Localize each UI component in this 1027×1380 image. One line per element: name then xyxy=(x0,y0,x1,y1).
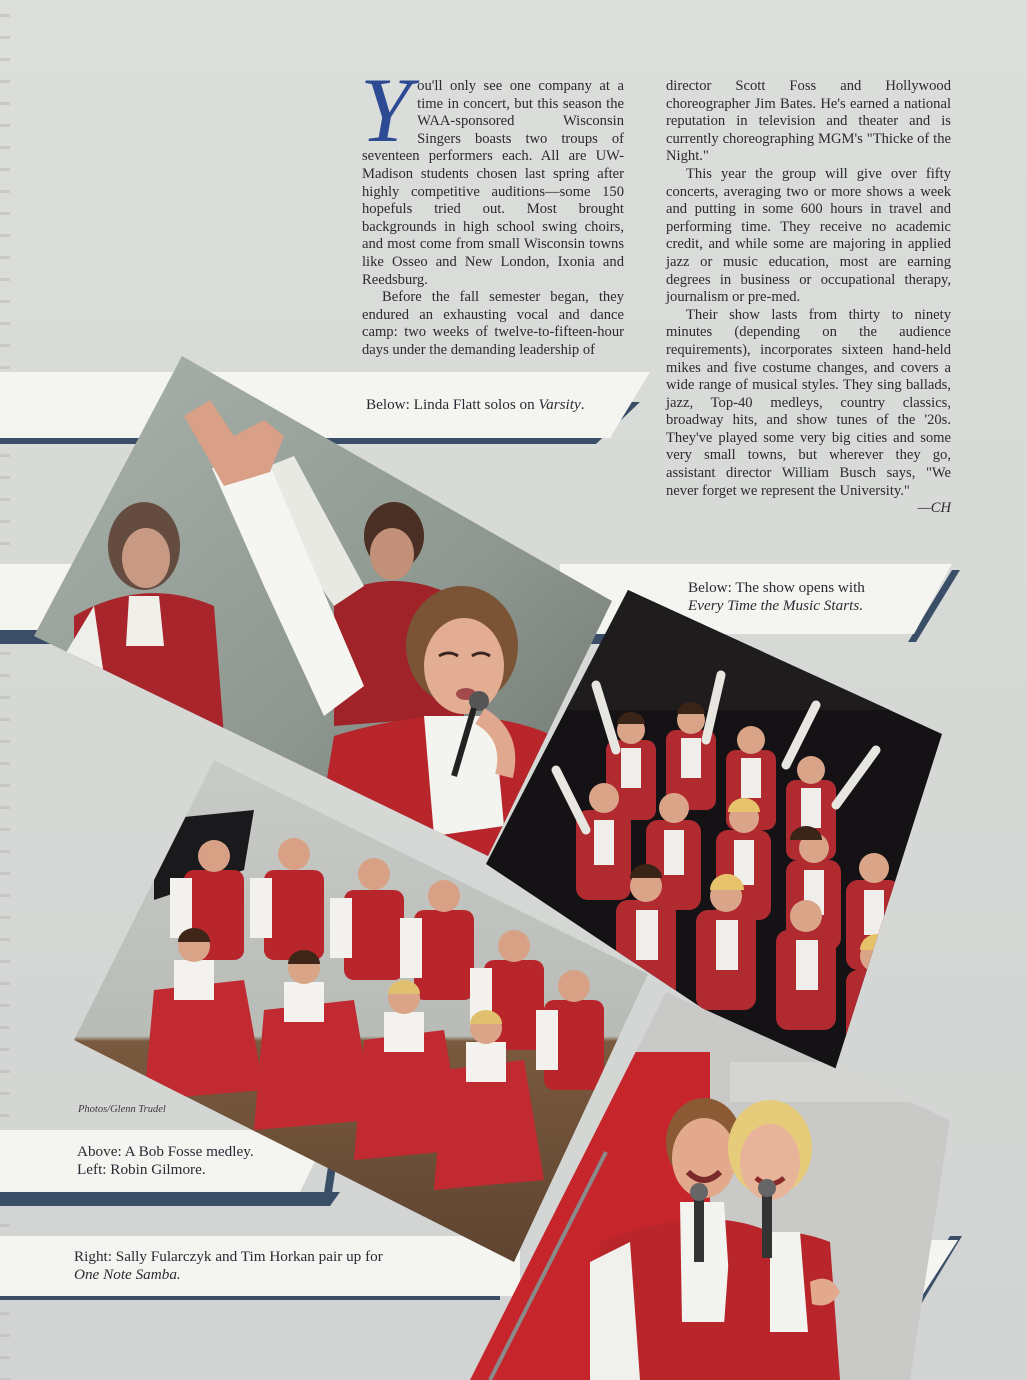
article-paragraph-3: director Scott Foss and Hollywood choreographer Jim Bates. He's earned a national reputation in television and theater and is currently choreographing MGM's "Thicke of the Night." xyxy=(666,78,951,165)
caption-title: Varsity xyxy=(538,396,581,413)
caption-fosse-medley xyxy=(77,1143,317,1179)
article-column-2 xyxy=(666,78,951,518)
drop-cap: Y xyxy=(360,59,412,161)
caption-text: Below: The show opens with xyxy=(688,579,865,596)
caption-text: Right: Sally Fularczyk and Tim Horkan pair up for xyxy=(74,1248,383,1265)
caption-text: Left: Robin Gilmore. xyxy=(77,1161,206,1178)
caption-title: One Note Samba. xyxy=(74,1266,181,1283)
article-paragraph-4: This year the group will give over fifty concerts, averaging two or more shows a week and putting in some 600 hours in travel and performing time. They receive no academic credit, and while some are majoring in applied jazz or music education, most are earning degrees in business or occupational therapy, journalism or pre-med. xyxy=(666,165,951,306)
article-column-1 xyxy=(360,59,624,360)
photo-credit: Photos/Glenn Trudel xyxy=(78,1104,166,1115)
caption-text: Above: A Bob Fosse medley. xyxy=(77,1143,254,1160)
caption-title: Every Time the Music Starts. xyxy=(688,597,864,614)
article-paragraph-5: Their show lasts from thirty to ninety minutes (depending on the audience requirements), incorporates sixteen hand-held mikes and five costume changes, and covers a wide range of musical styles. They sing ballads, jazz, Top-40 medleys, country classics, broadway hits, and show tunes of the '20s. They've played some very big cities and some very small towns, but wherever they go, assistant director William Busch says, "We never forget we represent the University." xyxy=(666,306,951,499)
article-paragraph-1: ou'll only see one company at a time in concert, but this season the WAA-sponsored Wisconsin Singers boasts two troups of seventeen performers each. All are UW-Madison students chosen last spring after highly competitive auditions—some 150 hopefuls tried out. Most brought backgrounds in high school swing choirs, and most come from small Wisconsin towns like Osseo and New London, Ixonia and Reedsburg. xyxy=(362,78,624,288)
caption-text: Below: Linda Flatt solos on xyxy=(366,396,539,413)
author-signature: —CH xyxy=(917,500,951,517)
caption-linda-flatt xyxy=(366,396,626,414)
caption-show-opens xyxy=(688,579,938,615)
article-paragraph-2: Before the fall semester began, they endured an exhausting vocal and dance camp: two weeks of twelve-to-fifteen-hour days under the demanding leadership of xyxy=(362,289,624,358)
caption-one-note-samba xyxy=(74,1248,494,1284)
caption-punctuation: . xyxy=(580,396,585,413)
